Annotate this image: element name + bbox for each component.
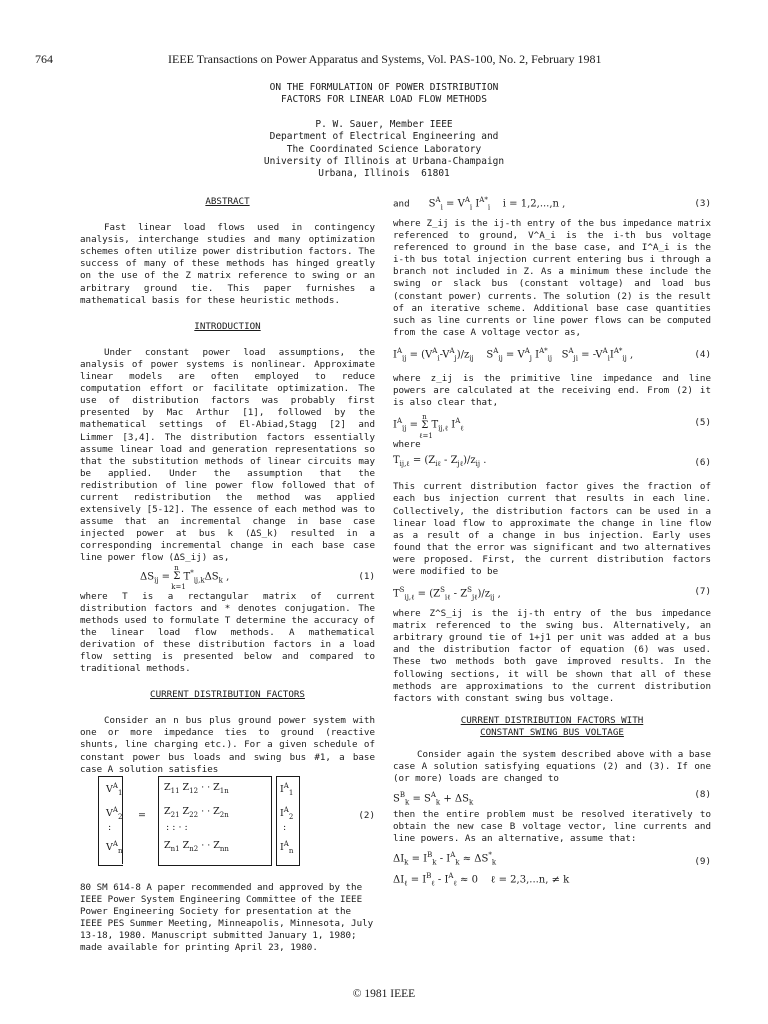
equation-3-number: (3) [694, 198, 711, 209]
equation-9: $\Delta I_k = I^B_k - I^A_k \approx \Delta S^*_k$ $\Delta I_\ell = I^B_\ell - I^A_\ell \approx 0$ ℓ = 2,3,...n, ≠ k (9) [393, 850, 711, 888]
equation-2-number: (2) [358, 809, 375, 821]
right-paragraph-2: where z_ij is the primitive line impedance and line powers are calculated at the receiving end. From (2) it is also clear that, [393, 372, 711, 409]
equation-6: $T_{ij,\ell} = (Z_{i\ell} - Z_{j\ell})/z_{ij}$ . (6) [393, 455, 711, 469]
affiliation-1: Department of Electrical Engineering and [269, 131, 499, 143]
title-block [0, 82, 768, 181]
equation-5: $I^A_{ij} = \Sigma$ n ℓ=1 $T_{ij,\ell}$ $I^A_\ell$ (5) [393, 412, 711, 440]
equation-7: $T^S_{ij,\ell} = (Z^S_{i\ell} - Z^S_{j\ell})/z_{ij}$ , (7) [393, 586, 711, 602]
cdf-heading: CURRENT DISTRIBUTION FACTORS [150, 689, 305, 701]
equation-7-number: (7) [694, 586, 711, 598]
equation-5-number: (5) [694, 417, 711, 429]
equation-8-number: (8) [694, 789, 711, 801]
where-label: where [393, 439, 421, 451]
copyright: © 1981 IEEE [352, 988, 416, 1000]
title-line-1: ON THE FORMULATION OF POWER DISTRIBUTION [269, 82, 499, 93]
abstract-heading: ABSTRACT [205, 196, 250, 207]
equation-1-number: (1) [358, 570, 375, 582]
right-paragraph-1: where Z_ij is the ij-th entry of the bus impedance matrix referenced to ground, V^A_i is the i-th bus voltage referenced to ground in the base case, and I^A_i is the i-th bus total injection current entering bus i through a branch not included in Z. As a minimum these include the swing or slack bus (constant voltage) and load bus (constant power) currents. The solution (2) is the result of an iterative scheme. Additional base case quantities such as line currents or line power flows can be computed from the case A voltage vector as, [393, 218, 711, 338]
equation-4: $I^A_{ij} = (V^A_i-V^A_j)/z_{ij}$ $S^A_{ij} = V^A_j$ $I^{A*}_{ij}$ $S^A_{ji} = -V^A_iI^{A*}_{ij}$ , (4) [393, 346, 711, 363]
footnote: 80 SM 614-8 A paper recommended and approved by the IEEE Power System Engineering Committee of the IEEE Power Engineering Society for presentation at the IEEE PES Summer Meeting, Minneapolis, Minnesota, July 13-18, 1980. Manuscript submitted January 1, 1980; made available for printing April 23, 1980. [80, 882, 374, 954]
title-line-2: FACTORS FOR LINEAR LOAD FLOW METHODS [281, 94, 487, 106]
affiliation-2: The Coordinated Science Laboratory [286, 143, 482, 155]
heading-2-line-2: CONSTANT SWING BUS VOLTAGE [480, 726, 624, 738]
right-paragraph-4: where Z^S_ij is the ij-th entry of the bus impedance matrix referenced to the swing bus. Alternatively, an arbitrary ground tie of 1+j1 per unit was added at a bus and the distribution factor of equation (6) was used. These two methods both gave improved results. In the following sections, it will be shown that all of these methods are approximations to the current distribution factors with constant swing bus voltage. [393, 608, 711, 704]
abstract-text: Fast linear load flows used in contingency analysis, interchange studies and many optimization schemes often utilize power distribution factors. The success of many of these methods has hinged greatly on the use of the Z matrix reference to swing or an arbitrary ground tie. This paper furnishes a mathematical basis for these heuristic methods. [80, 222, 375, 306]
author: P. W. Sauer, Member IEEE [315, 118, 453, 130]
equation-9-number: (9) [694, 855, 711, 867]
equation-2-matrix: $V^A_1$ $V^A_2$ : $V^A_n$ = $Z_{11}$ $Z_{12}$ · · $Z_{1n}$ $Z_{21}$ $Z_{22}$ · · $Z_{2n}$ : : · : $Z_{n1}$ $Z_{n2}$ · · $Z_{nn}$ $I^A_1$ $I^A_2$ : $I^A_n$ (2) [80, 776, 375, 868]
affiliation-3: University of Illinois at Urbana-Champaign [263, 156, 505, 168]
equation-1: $\Delta S_{ij} = \Sigma$ n k=1 $T^*_{ij,k}\Delta S_k$ , (1) [140, 563, 375, 591]
introduction-paragraph-1: Under constant power load assumptions, the analysis of power systems is nonlinear. Approximate linear models are often employed to reduce computation effort or facilitate optimization. The use of distribution factors was probably first presented by Mac Arthur [1], followed by the mathematical settings of El-Abiad,Stagg [2] and Limmer [3,4]. The distribution factors essentially assume linear load and generation representations so that the substitution methods of linear circuits may be applied. Under the assumption that the redistribution of line power flow followed that of current redistribution the method was applied extensively [5-12]. The essence of each method was to assume that an incremental change in base case injected power at bus k (ΔS_k) resulted in a corresponding incremental change in each base case line power flow (ΔS_ij) as, [80, 346, 375, 564]
right-paragraph-5: Consider again the system described above with a base case A solution satisfying equations (2) and (3). If one (or more) loads are changed to [393, 749, 711, 785]
equation-8: $S^B_k = S^A_k + \Delta S_k$ (8) [393, 789, 711, 807]
right-column [393, 192, 711, 888]
page-number: 764 [35, 52, 53, 66]
journal-header: IEEE Transactions on Power Apparatus and Systems, Vol. PAS-100, No. 2, February 1981 [168, 52, 602, 66]
cdf-paragraph-1: Consider an n bus plus ground power system with one or more impedance ties to ground (reactive shunts, line charging etc.). For a given schedule of constant power bus loads and swing bus #1, a base case A solution satisfies [80, 715, 375, 775]
introduction-paragraph-2: where T is a rectangular matrix of current distribution factors and * denotes conjugation. The methods used to formulate T determine the accuracy of the linear load flow methods. A mathematical derivation of these distribution factors in a load flow setting is presented below and compared to traditional methods. [80, 590, 375, 675]
left-column [80, 196, 375, 868]
equation-6-number: (6) [694, 457, 711, 469]
right-paragraph-3: This current distribution factor gives the fraction of each bus injection current that results in each line. Collectively, the distribution factors can be used in a linear load flow to approximate the change in line flow as a result of a change in bus injection. Early uses found that the error was significant and two alternatives were proposed. First, the current distribution factors were modified to be [393, 481, 711, 577]
right-paragraph-6: then the entire problem must be resolved iteratively to obtain the new case B voltage vector, line currents and line powers. As an alternative, assume that: [393, 809, 711, 845]
equation-4-number: (4) [694, 348, 711, 360]
affiliation-4: Urbana, Illinois 61801 [318, 168, 450, 180]
equation-3: and $S^A_i = V^A_i$ $I^{A*}_i$ i = 1,2,...,n , (3) [393, 196, 711, 212]
heading-2-line-1: CURRENT DISTRIBUTION FACTORS WITH [460, 714, 644, 726]
introduction-heading: INTRODUCTION [194, 320, 261, 332]
